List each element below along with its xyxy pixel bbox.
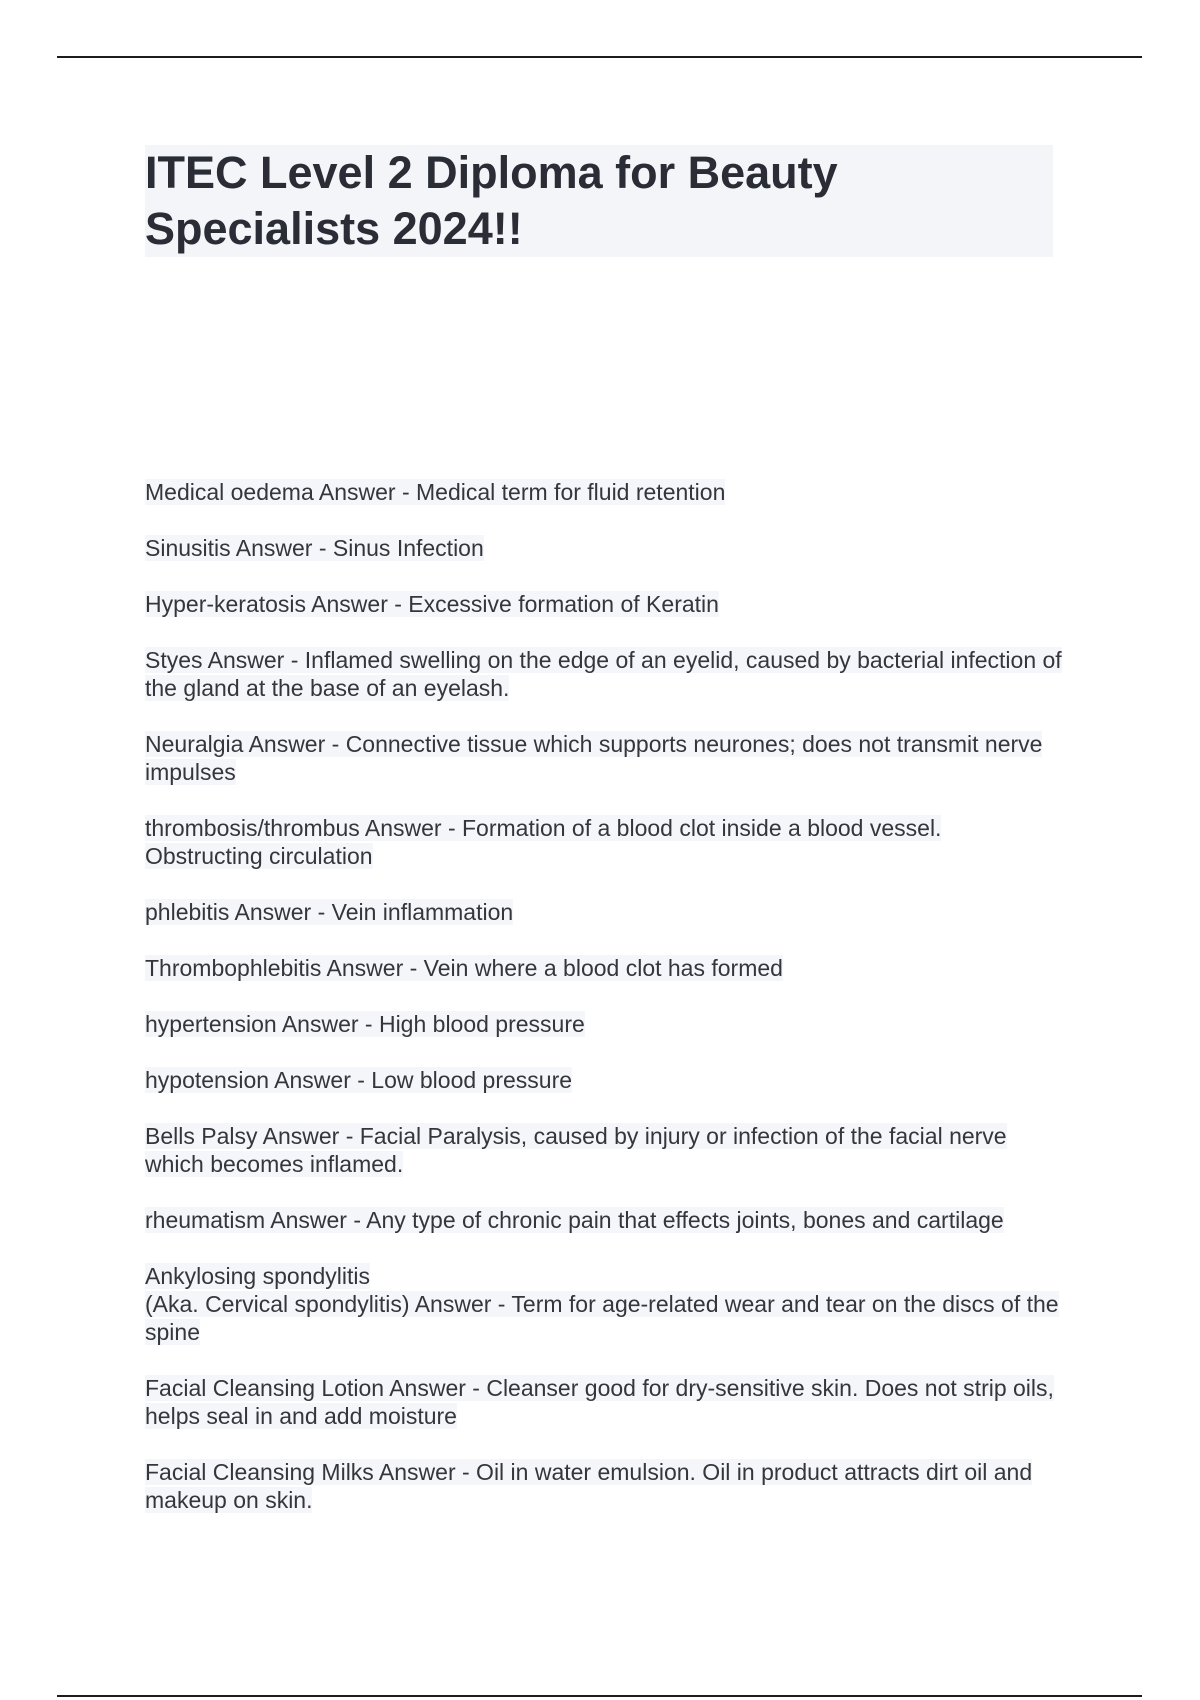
flashcard-entry (145, 730, 1065, 786)
flashcard-entry (145, 1206, 1065, 1234)
flashcard-text: Medical oedema Answer - Medical term for fluid retention (145, 479, 726, 505)
flashcard-text: Thrombophlebitis Answer - Vein where a blood clot has formed (145, 955, 783, 981)
flashcard-text: Bells Palsy Answer - Facial Paralysis, caused by injury or infection of the facial nerve which becomes inflamed. (145, 1123, 1007, 1177)
title-block (145, 145, 1053, 257)
flashcard-entry (145, 646, 1065, 702)
flashcard-entry (145, 590, 1065, 618)
flashcard-entry (145, 1458, 1065, 1514)
flashcard-entry (145, 1374, 1065, 1430)
flashcard-entry (145, 954, 1065, 982)
flashcard-entry (145, 1066, 1065, 1094)
flashcard-text: Facial Cleansing Milks Answer - Oil in water emulsion. Oil in product attracts dirt oil and makeup on skin. (145, 1459, 1033, 1513)
flashcard-text: Facial Cleansing Lotion Answer - Cleanser good for dry-sensitive skin. Does not strip oils, helps seal in and add moisture (145, 1375, 1054, 1429)
flashcard-text: phlebitis Answer - Vein inflammation (145, 899, 514, 925)
bottom-divider (57, 1695, 1142, 1697)
flashcard-entry (145, 534, 1065, 562)
flashcard-entry (145, 478, 1065, 506)
flashcard-text: Neuralgia Answer - Connective tissue which supports neurones; does not transmit nerve impulses (145, 731, 1043, 785)
flashcard-entry (145, 1122, 1065, 1178)
flashcard-text: rheumatism Answer - Any type of chronic pain that effects joints, bones and cartilage (145, 1207, 1004, 1233)
page-title: ITEC Level 2 Diploma for Beauty Specialists 2024!! (145, 147, 838, 254)
flashcard-text: hypertension Answer - High blood pressure (145, 1011, 585, 1037)
flashcard-text: Styes Answer - Inflamed swelling on the edge of an eyelid, caused by bacterial infection of the gland at the base of an eyelash. (145, 647, 1062, 701)
flashcard-text: Hyper-keratosis Answer - Excessive formation of Keratin (145, 591, 719, 617)
flashcard-entry (145, 1262, 1065, 1346)
flashcard-entry (145, 898, 1065, 926)
flashcard-text: Sinusitis Answer - Sinus Infection (145, 535, 484, 561)
flashcard-list (145, 478, 1065, 1542)
flashcard-entry (145, 1010, 1065, 1038)
flashcard-text: hypotension Answer - Low blood pressure (145, 1067, 573, 1093)
flashcard-entry (145, 814, 1065, 870)
flashcard-text: Ankylosing spondylitis (Aka. Cervical spondylitis) Answer - Term for age-related wear and tear on the discs of the spine (145, 1263, 1059, 1345)
flashcard-text: thrombosis/thrombus Answer - Formation of a blood clot inside a blood vessel. Obstructing circulation (145, 815, 942, 869)
top-divider (57, 56, 1142, 58)
